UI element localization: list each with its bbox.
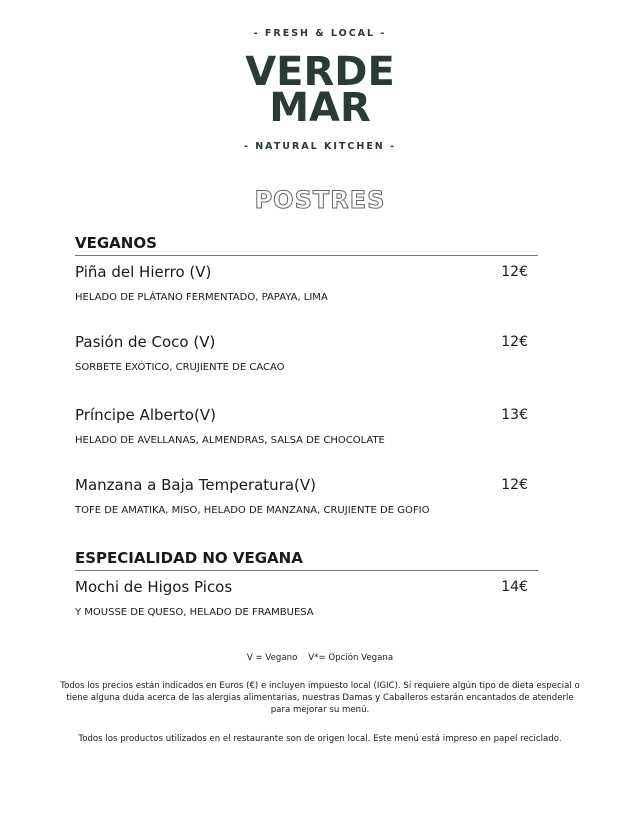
logo [0, 49, 640, 131]
menu-item-description: Y MOUSSE DE QUESO, HELADO DE FRAMBUESA [75, 607, 314, 618]
menu-item-description: SORBETE EXÓTICO, CRUJIENTE DE CACAO [75, 362, 285, 373]
logo-line-1: VERDE [245, 49, 395, 95]
menu-item-price: 13€ [501, 407, 528, 423]
menu-item-price: 12€ [501, 477, 528, 493]
tagline-top: - FRESH & LOCAL - [253, 28, 387, 39]
menu-item-price: 12€ [501, 264, 528, 280]
section-title-veganos: VEGANOS [75, 234, 538, 256]
menu-item-name: Piña del Hierro (V) [75, 263, 212, 281]
menu-item-price: 14€ [501, 579, 528, 595]
local-note: Todos los productos utilizados en el restaurante son de origen local. Este menú está impreso en papel reciclado. [78, 734, 562, 744]
menu-item-name: Manzana a Baja Temperatura(V) [75, 476, 317, 494]
menu-item-name: Príncipe Alberto(V) [75, 406, 216, 424]
prices-note: Todos los precios están indicados en Euros (€) e incluyen impuesto local (IGIC). Si requiere algún tipo de dieta especial o tiene alguna duda acerca de las alergias alimentarias, nuestras Damas y Caballeros estarán encantados de atenderle para mejorar su menú. [60, 681, 580, 715]
logo-line-2: MAR [269, 85, 371, 131]
menu-item-name: Pasión de Coco (V) [75, 333, 216, 351]
menu-item-description: HELADO DE PLÁTANO FERMENTADO, PAPAYA, LIMA [75, 292, 328, 303]
menu-item-description: TOFE DE AMATIKA, MISO, HELADO DE MANZANA, CRUJIENTE DE GOFIO [75, 505, 430, 516]
menu-item-price: 12€ [501, 334, 528, 350]
vegan-legend: V = Vegano V*= Opción Vegana [246, 653, 394, 663]
section-title-especialidad: ESPECIALIDAD NO VEGANA [75, 549, 538, 571]
page-title: POSTRES [254, 186, 386, 214]
menu-item-description: HELADO DE AVELLANAS, ALMENDRAS, SALSA DE CHOCOLATE [75, 435, 385, 446]
tagline-bottom: - NATURAL KITCHEN - [243, 141, 397, 152]
menu-item-name: Mochi de Higos Picos [75, 578, 233, 596]
